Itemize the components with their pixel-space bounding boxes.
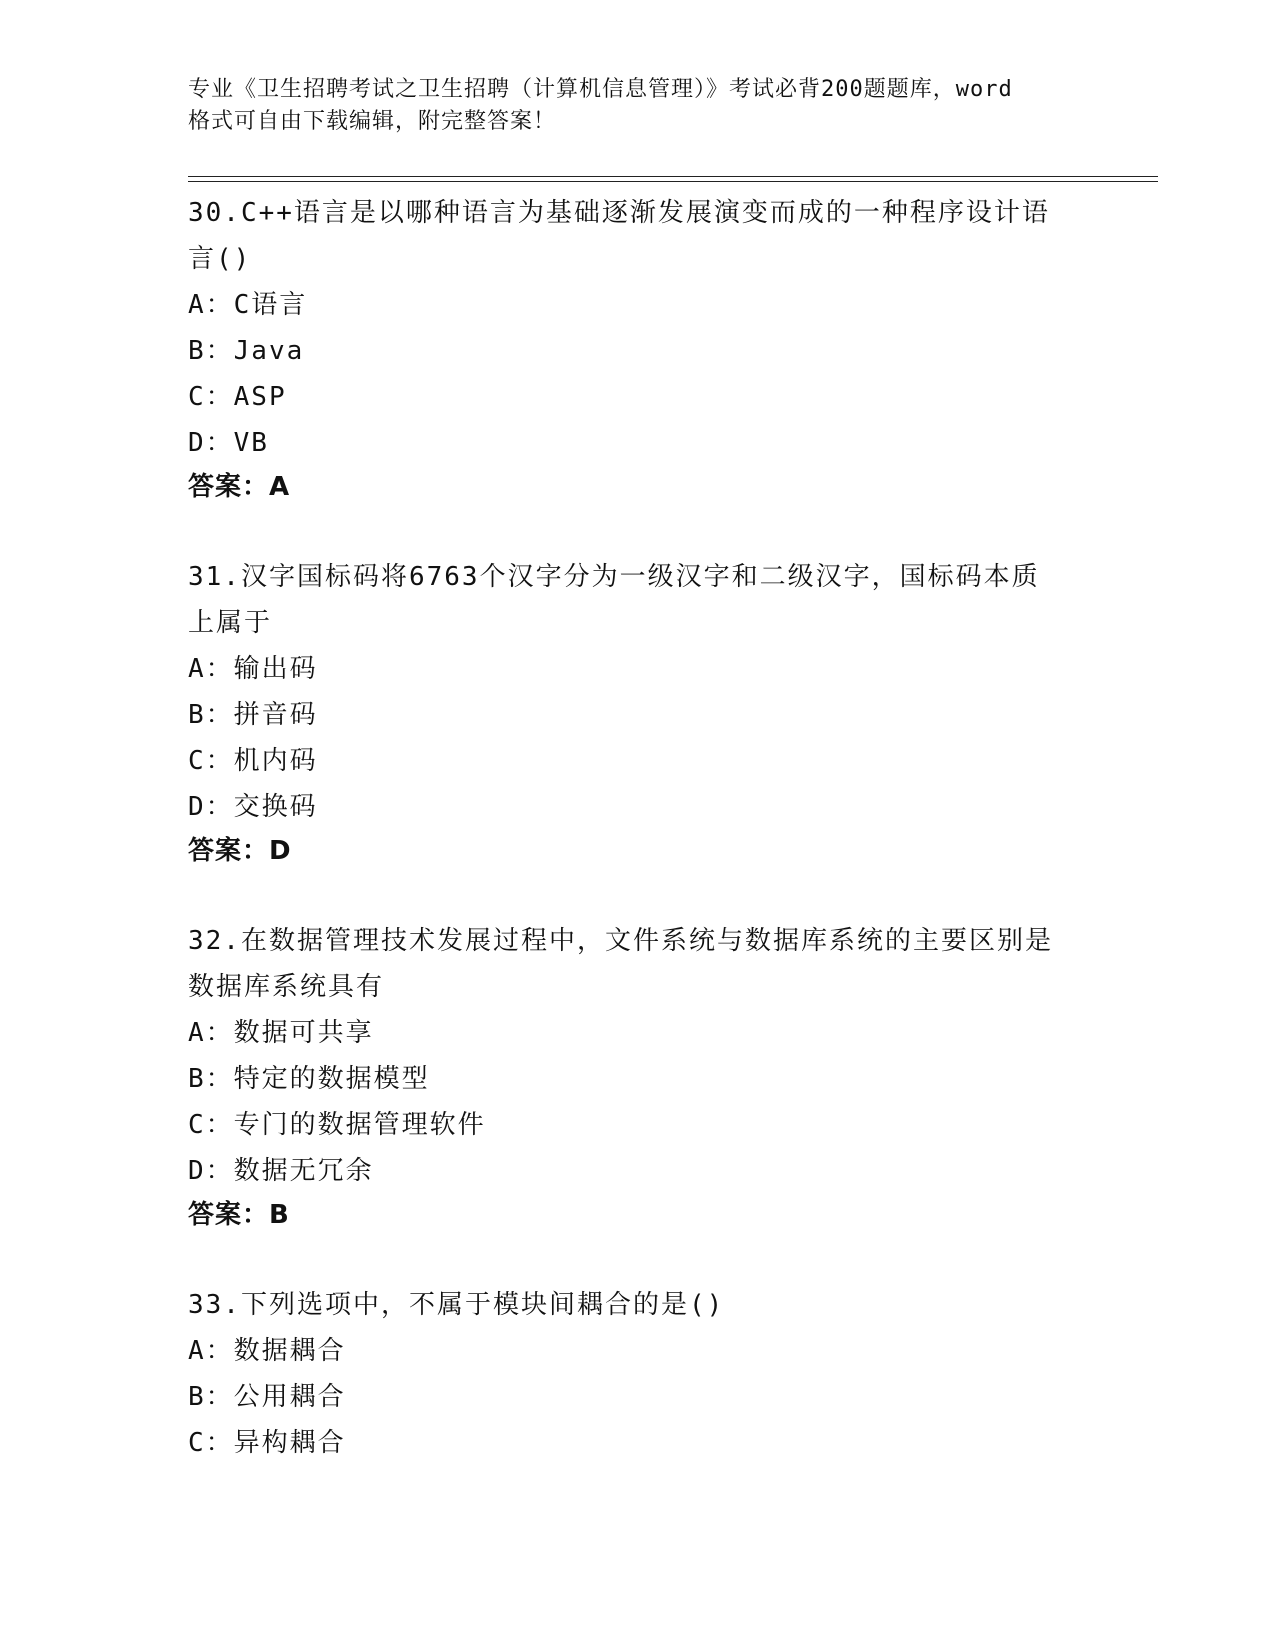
option-a: A：数据耦合 — [188, 1336, 346, 1366]
answer-label: 答案：A — [188, 472, 291, 502]
question-30 — [188, 190, 1088, 508]
question-text-line-2: 数据库系统具有 — [188, 972, 385, 1002]
option-a: A：数据可共享 — [188, 1018, 374, 1048]
question-text-line-2: 上属于 — [188, 608, 273, 638]
header-divider-bottom — [188, 181, 1158, 182]
answer-label: 答案：B — [188, 1200, 290, 1230]
question-text-line-1: 31.汉字国标码将6763个汉字分为一级汉字和二级汉字，国标码本质 — [188, 562, 1040, 592]
answer-label: 答案：D — [188, 836, 292, 866]
question-32 — [188, 918, 1088, 1236]
question-33 — [188, 1282, 1088, 1466]
header-divider-top — [188, 176, 1158, 177]
option-c: C：专门的数据管理软件 — [188, 1110, 486, 1140]
question-text-line-1: 32.在数据管理技术发展过程中，文件系统与数据库系统的主要区别是 — [188, 926, 1053, 956]
option-d: D：数据无冗余 — [188, 1156, 374, 1186]
option-d: D：交换码 — [188, 792, 318, 822]
option-b: B：特定的数据模型 — [188, 1064, 430, 1094]
option-a: A：输出码 — [188, 654, 318, 684]
header-line-2: 格式可自由下载编辑，附完整答案！ — [188, 109, 557, 134]
question-list — [188, 190, 1088, 1512]
option-c: C：机内码 — [188, 746, 318, 776]
option-a: A：C语言 — [188, 290, 308, 320]
question-text-line-1: 33.下列选项中，不属于模块间耦合的是() — [188, 1290, 725, 1320]
question-text-line-2: 言() — [188, 244, 252, 274]
option-b: B：拼音码 — [188, 700, 318, 730]
option-c: C：ASP — [188, 382, 287, 412]
question-31 — [188, 554, 1088, 872]
option-d: D：VB — [188, 428, 269, 458]
header-line-1: 专业《卫生招聘考试之卫生招聘（计算机信息管理）》考试必背200题题库，word — [188, 77, 1013, 102]
option-b: B：Java — [188, 336, 305, 366]
option-b: B：公用耦合 — [188, 1382, 346, 1412]
question-text-line-1: 30.C++语言是以哪种语言为基础逐渐发展演变而成的一种程序设计语 — [188, 198, 1050, 228]
document-header — [188, 74, 1088, 138]
option-c: C：异构耦合 — [188, 1428, 346, 1458]
